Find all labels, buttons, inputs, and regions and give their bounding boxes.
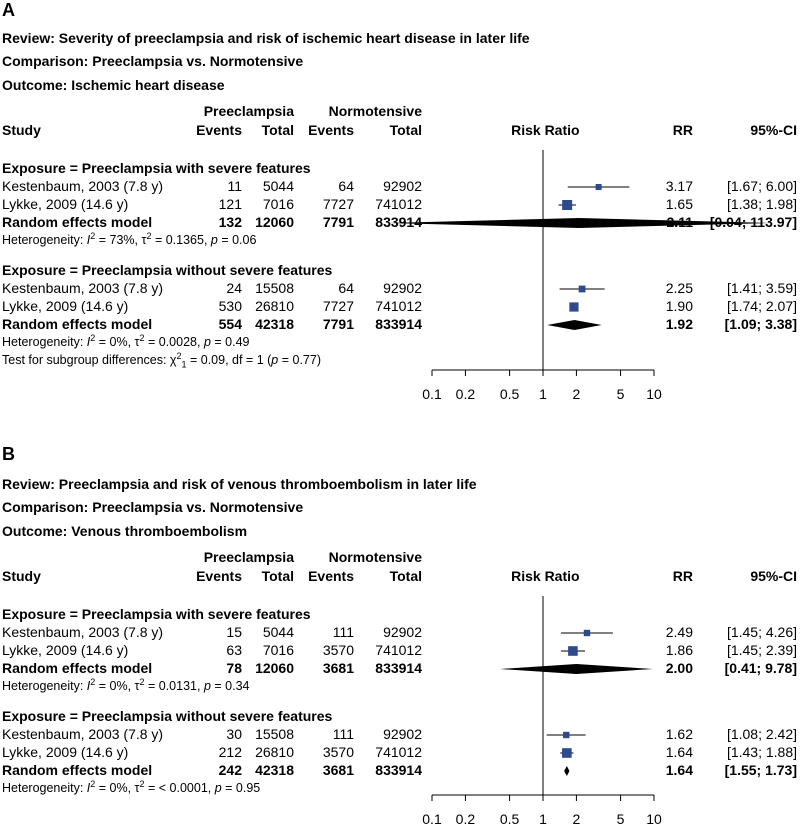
header-ci: 95%-CI bbox=[750, 568, 797, 584]
rr-value: 1.90 bbox=[665, 298, 693, 314]
x-tick-label: 0.5 bbox=[499, 386, 520, 402]
total-normotensive: 741012 bbox=[375, 298, 422, 314]
het-i2-sup: 2 bbox=[90, 332, 96, 343]
total-preeclampsia: 5044 bbox=[262, 624, 294, 640]
test-p-value: = 0.77) bbox=[278, 353, 321, 367]
het-tau-value: = 0.0028, bbox=[144, 335, 204, 349]
rr-value: 1.65 bbox=[665, 196, 693, 212]
events-preeclampsia: 30 bbox=[226, 726, 242, 742]
x-tick-label: 0.1 bbox=[422, 386, 442, 402]
pooled-total-1: 12060 bbox=[255, 214, 294, 230]
het-p-label: p bbox=[203, 335, 211, 349]
header-measure: Risk Ratio bbox=[511, 568, 580, 584]
het-tau-sup: 2 bbox=[139, 676, 145, 687]
pooled-label: Random effects model bbox=[2, 316, 153, 332]
study-box bbox=[579, 286, 586, 293]
study-box bbox=[584, 630, 590, 636]
het-i2-label: I bbox=[86, 335, 91, 349]
header-total-2: Total bbox=[389, 568, 422, 584]
header-group2: Normotensive bbox=[328, 549, 422, 565]
pooled-diamond bbox=[547, 320, 602, 330]
test-chi-symbol: χ bbox=[169, 353, 177, 367]
het-p-value: = 0.49 bbox=[210, 335, 250, 349]
total-normotensive: 741012 bbox=[375, 642, 422, 658]
rr-value: 2.25 bbox=[665, 280, 693, 296]
header-rr: RR bbox=[672, 122, 693, 138]
events-normotensive: 7727 bbox=[322, 298, 354, 314]
header-total-1: Total bbox=[261, 122, 294, 138]
header-rr: RR bbox=[672, 568, 693, 584]
study-box bbox=[562, 200, 572, 210]
header-group1: Preeclampsia bbox=[203, 549, 294, 565]
total-normotensive: 741012 bbox=[375, 196, 422, 212]
pooled-total-2: 833914 bbox=[375, 214, 422, 230]
header-group2: Normotensive bbox=[328, 103, 422, 119]
het-tau-sup: 2 bbox=[139, 778, 145, 789]
rr-value: 1.86 bbox=[665, 642, 693, 658]
het-p-value: = 0.06 bbox=[217, 233, 257, 247]
pooled-events-1: 242 bbox=[218, 762, 242, 778]
ci-value: [1.38; 1.98] bbox=[726, 196, 797, 212]
study-box bbox=[568, 646, 578, 656]
total-preeclampsia: 5044 bbox=[262, 178, 294, 194]
header-events-2: Events bbox=[308, 568, 354, 584]
het-i2-sup: 2 bbox=[90, 230, 96, 241]
pooled-total-1: 12060 bbox=[255, 660, 294, 676]
ci-value: [1.43; 1.88] bbox=[726, 744, 797, 760]
test-chi-value: = 0.09, df = 1 ( bbox=[186, 353, 272, 367]
het-prefix: Heterogeneity: bbox=[2, 679, 87, 693]
het-tau-sup: 2 bbox=[146, 230, 152, 241]
het-tau-symbol: τ bbox=[134, 335, 140, 349]
test-prefix: Test for subgroup differences: bbox=[2, 353, 170, 367]
total-normotensive: 92902 bbox=[383, 726, 422, 742]
het-p-value: = 0.34 bbox=[210, 679, 250, 693]
subgroup-label: Exposure = Preeclampsia with severe features bbox=[2, 160, 311, 176]
panel-letter: B bbox=[2, 444, 15, 464]
total-preeclampsia: 15508 bbox=[255, 726, 294, 742]
het-i2-value: = 73%, bbox=[95, 233, 142, 247]
rr-value: 1.64 bbox=[665, 744, 693, 760]
het-p-value: = 0.95 bbox=[221, 781, 261, 795]
het-i2-value: = 0%, bbox=[95, 335, 135, 349]
pooled-events-2: 3681 bbox=[322, 762, 354, 778]
total-normotensive: 92902 bbox=[383, 178, 422, 194]
events-preeclampsia: 63 bbox=[226, 642, 242, 658]
het-prefix: Heterogeneity: bbox=[2, 781, 87, 795]
het-tau-symbol: τ bbox=[134, 781, 140, 795]
events-normotensive: 64 bbox=[338, 280, 354, 296]
het-p-label: p bbox=[210, 233, 218, 247]
header-events-1: Events bbox=[196, 122, 242, 138]
pooled-events-1: 132 bbox=[218, 214, 242, 230]
header-events-2: Events bbox=[308, 122, 354, 138]
het-tau-symbol: τ bbox=[134, 679, 140, 693]
events-normotensive: 3570 bbox=[322, 744, 354, 760]
events-normotensive: 64 bbox=[338, 178, 354, 194]
pooled-ci: [0.04; 113.97] bbox=[709, 214, 797, 230]
study-box bbox=[596, 184, 602, 190]
pooled-rr: 2.00 bbox=[665, 660, 693, 676]
subgroup-label: Exposure = Preeclampsia with severe features bbox=[2, 606, 311, 622]
events-preeclampsia: 15 bbox=[226, 624, 242, 640]
het-tau-symbol: τ bbox=[141, 233, 147, 247]
pooled-total-2: 833914 bbox=[375, 660, 422, 676]
pooled-ci: [1.55; 1.73] bbox=[724, 762, 797, 778]
pooled-label: Random effects model bbox=[2, 214, 153, 230]
subgroup-label: Exposure = Preeclampsia without severe features bbox=[2, 262, 333, 278]
study-name: Kestenbaum, 2003 (7.8 y) bbox=[2, 624, 164, 640]
het-i2-value: = 0%, bbox=[95, 781, 135, 795]
ci-value: [1.41; 3.59] bbox=[726, 280, 797, 296]
pooled-rr: 1.92 bbox=[665, 316, 693, 332]
x-tick-label: 10 bbox=[646, 386, 662, 402]
pooled-diamond bbox=[500, 664, 653, 674]
ci-value: [1.08; 2.42] bbox=[726, 726, 797, 742]
subgroup-test bbox=[2, 352, 321, 369]
ci-value: [1.67; 6.00] bbox=[726, 178, 797, 194]
events-preeclampsia: 11 bbox=[227, 178, 242, 194]
study-box bbox=[562, 748, 572, 758]
x-tick-label: 2 bbox=[572, 811, 581, 827]
header-group1: Preeclampsia bbox=[203, 103, 294, 119]
pooled-ci: [1.09; 3.38] bbox=[724, 316, 797, 332]
review-title: Review: Severity of preeclampsia and risk of ischemic heart disease in later life bbox=[2, 30, 530, 46]
heterogeneity-stats bbox=[2, 232, 256, 249]
events-normotensive: 111 bbox=[332, 624, 354, 640]
het-p-label: p bbox=[203, 679, 211, 693]
heterogeneity-stats bbox=[2, 334, 249, 351]
total-preeclampsia: 26810 bbox=[255, 298, 294, 314]
subgroup-label: Exposure = Preeclampsia without severe features bbox=[2, 708, 333, 724]
study-name: Kestenbaum, 2003 (7.8 y) bbox=[2, 178, 164, 194]
pooled-rr: 2.11 bbox=[666, 214, 693, 230]
test-chi-sup: 2 bbox=[176, 350, 182, 361]
comparison-title: Comparison: Preeclampsia vs. Normotensive bbox=[2, 499, 304, 515]
x-tick-label: 1 bbox=[539, 386, 547, 402]
pooled-label: Random effects model bbox=[2, 660, 153, 676]
study-name: Lykke, 2009 (14.6 y) bbox=[2, 744, 129, 760]
pooled-events-2: 7791 bbox=[322, 214, 354, 230]
rr-value: 1.62 bbox=[665, 726, 693, 742]
het-prefix: Heterogeneity: bbox=[2, 335, 87, 349]
pooled-events-1: 554 bbox=[218, 316, 242, 332]
study-name: Kestenbaum, 2003 (7.8 y) bbox=[2, 280, 164, 296]
heterogeneity-stats bbox=[2, 678, 249, 695]
x-tick-label: 1 bbox=[539, 811, 547, 827]
het-i2-label: I bbox=[86, 781, 91, 795]
total-normotensive: 92902 bbox=[383, 280, 422, 296]
het-p-label: p bbox=[214, 781, 222, 795]
panel-letter: A bbox=[2, 0, 15, 20]
total-preeclampsia: 7016 bbox=[262, 642, 294, 658]
pooled-events-1: 78 bbox=[226, 660, 242, 676]
total-normotensive: 741012 bbox=[375, 744, 422, 760]
ci-value: [1.74; 2.07] bbox=[726, 298, 797, 314]
total-preeclampsia: 7016 bbox=[262, 196, 294, 212]
pooled-rr: 1.64 bbox=[665, 762, 693, 778]
x-tick-label: 2 bbox=[572, 386, 581, 402]
heterogeneity-stats bbox=[2, 780, 260, 797]
het-tau-sup: 2 bbox=[139, 332, 145, 343]
het-tau-value: = 0.0131, bbox=[144, 679, 204, 693]
total-normotensive: 92902 bbox=[383, 624, 422, 640]
het-prefix: Heterogeneity: bbox=[2, 233, 87, 247]
events-preeclampsia: 24 bbox=[226, 280, 242, 296]
pooled-ci: [0.41; 9.78] bbox=[724, 660, 797, 676]
het-i2-sup: 2 bbox=[90, 676, 96, 687]
outcome-title: Outcome: Ischemic heart disease bbox=[2, 77, 225, 93]
het-i2-label: I bbox=[86, 233, 91, 247]
x-tick-label: 5 bbox=[616, 811, 625, 827]
rr-value: 3.17 bbox=[665, 178, 693, 194]
het-i2-label: I bbox=[86, 679, 91, 693]
x-tick-label: 0.2 bbox=[455, 386, 476, 402]
study-name: Kestenbaum, 2003 (7.8 y) bbox=[2, 726, 164, 742]
pooled-total-1: 42318 bbox=[255, 316, 294, 332]
study-box bbox=[563, 732, 569, 738]
x-tick-label: 5 bbox=[616, 386, 625, 402]
events-normotensive: 111 bbox=[332, 726, 354, 742]
het-i2-sup: 2 bbox=[90, 778, 96, 789]
pooled-events-2: 3681 bbox=[322, 660, 354, 676]
x-tick-label: 0.5 bbox=[499, 811, 520, 827]
test-p-label: p bbox=[271, 353, 279, 367]
pooled-label: Random effects model bbox=[2, 762, 153, 778]
header-ci: 95%-CI bbox=[750, 122, 797, 138]
study-box bbox=[569, 302, 578, 311]
pooled-events-2: 7791 bbox=[322, 316, 354, 332]
total-preeclampsia: 15508 bbox=[255, 280, 294, 296]
header-total-1: Total bbox=[261, 568, 294, 584]
events-preeclampsia: 530 bbox=[218, 298, 242, 314]
events-normotensive: 7727 bbox=[322, 196, 354, 212]
rr-value: 2.49 bbox=[665, 624, 693, 640]
x-tick-label: 0.2 bbox=[455, 811, 476, 827]
pooled-total-2: 833914 bbox=[375, 316, 422, 332]
pooled-total-1: 42318 bbox=[255, 762, 294, 778]
header-events-1: Events bbox=[196, 568, 242, 584]
events-preeclampsia: 121 bbox=[218, 196, 242, 212]
het-tau-value: = 0.1365, bbox=[151, 233, 211, 247]
header-study: Study bbox=[2, 122, 41, 138]
header-measure: Risk Ratio bbox=[511, 122, 580, 138]
total-preeclampsia: 26810 bbox=[255, 744, 294, 760]
study-name: Lykke, 2009 (14.6 y) bbox=[2, 298, 129, 314]
pooled-diamond bbox=[564, 766, 569, 776]
x-tick-label: 0.1 bbox=[422, 811, 442, 827]
ci-value: [1.45; 2.39] bbox=[726, 642, 797, 658]
header-study: Study bbox=[2, 568, 41, 584]
events-normotensive: 3570 bbox=[322, 642, 354, 658]
events-preeclampsia: 212 bbox=[218, 744, 242, 760]
header-total-2: Total bbox=[389, 122, 422, 138]
study-name: Lykke, 2009 (14.6 y) bbox=[2, 642, 129, 658]
review-title: Review: Preeclampsia and risk of venous thromboembolism in later life bbox=[2, 476, 477, 492]
study-name: Lykke, 2009 (14.6 y) bbox=[2, 196, 129, 212]
test-chi-sub: 1 bbox=[181, 359, 187, 370]
het-i2-value: = 0%, bbox=[95, 679, 135, 693]
outcome-title: Outcome: Venous thromboembolism bbox=[2, 523, 248, 539]
x-tick-label: 10 bbox=[646, 811, 662, 827]
het-tau-value: = < 0.0001, bbox=[144, 781, 215, 795]
comparison-title: Comparison: Preeclampsia vs. Normotensive bbox=[2, 53, 304, 69]
ci-value: [1.45; 4.26] bbox=[726, 624, 797, 640]
pooled-total-2: 833914 bbox=[375, 762, 422, 778]
